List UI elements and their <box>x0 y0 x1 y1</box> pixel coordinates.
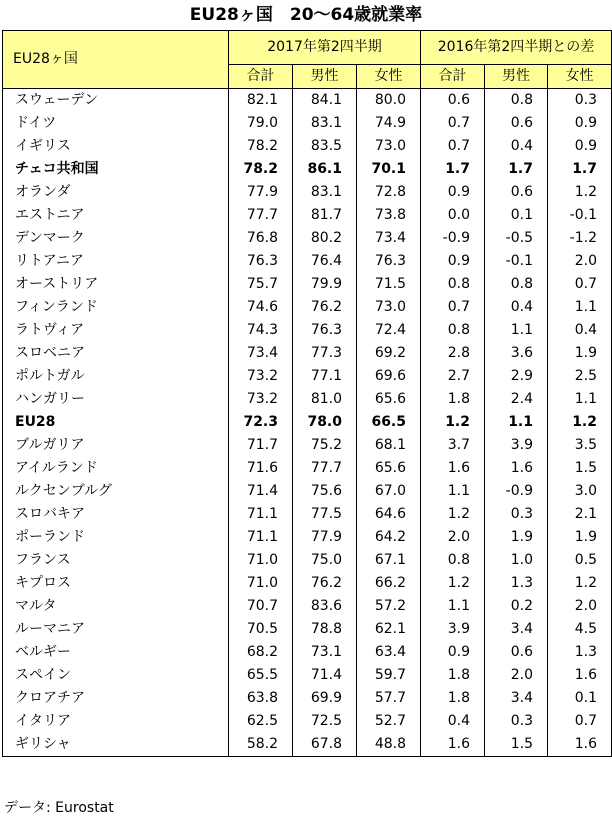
value-cell: 0.8 <box>421 319 485 342</box>
value-cell: 73.0 <box>357 135 421 158</box>
value-cell: 77.5 <box>293 503 357 526</box>
value-cell: 69.2 <box>357 342 421 365</box>
value-cell: 2.0 <box>485 664 548 687</box>
value-cell: 72.4 <box>357 319 421 342</box>
country-name-cell: フィンランド <box>3 296 229 319</box>
country-name-cell: ルクセンブルグ <box>3 480 229 503</box>
value-cell: 0.3 <box>548 89 612 113</box>
value-cell: 76.8 <box>229 227 293 250</box>
value-cell: 65.6 <box>357 457 421 480</box>
chart-title: EU28ヶ国 20～64歳就業率 <box>189 5 423 25</box>
value-cell: 0.4 <box>548 319 612 342</box>
value-cell: 70.7 <box>229 595 293 618</box>
value-cell: 1.2 <box>548 411 612 434</box>
table-row <box>3 480 612 503</box>
value-cell: 0.8 <box>421 549 485 572</box>
value-cell: 77.7 <box>293 457 357 480</box>
value-cell: 76.4 <box>293 250 357 273</box>
value-cell: 3.9 <box>485 434 548 457</box>
table-row <box>3 595 612 618</box>
value-cell: 0.1 <box>485 204 548 227</box>
value-cell: 0.4 <box>421 710 485 733</box>
country-name-cell: チェコ共和国 <box>3 158 229 181</box>
value-cell: 73.4 <box>357 227 421 250</box>
table-row <box>3 641 612 664</box>
value-cell: 3.6 <box>485 342 548 365</box>
value-cell: 2.0 <box>548 250 612 273</box>
value-cell: 73.1 <box>293 641 357 664</box>
country-name-cell: ハンガリー <box>3 388 229 411</box>
table-row <box>3 457 612 480</box>
value-cell: 0.8 <box>485 89 548 113</box>
value-cell: 71.4 <box>229 480 293 503</box>
value-cell: 76.3 <box>293 319 357 342</box>
table-row <box>3 227 612 250</box>
value-cell: 0.9 <box>548 135 612 158</box>
header-male-2017: 男性 <box>293 65 357 89</box>
value-cell: -0.9 <box>485 480 548 503</box>
table-row <box>3 503 612 526</box>
value-cell: 2.5 <box>548 365 612 388</box>
value-cell: 71.1 <box>229 526 293 549</box>
table-row <box>3 434 612 457</box>
value-cell: 0.4 <box>485 296 548 319</box>
value-cell: 1.1 <box>421 480 485 503</box>
header-female-2017: 女性 <box>357 65 421 89</box>
value-cell: 3.9 <box>421 618 485 641</box>
value-cell: 0.8 <box>485 273 548 296</box>
value-cell: -0.1 <box>548 204 612 227</box>
value-cell: 1.6 <box>421 733 485 757</box>
value-cell: 48.8 <box>357 733 421 757</box>
value-cell: 71.4 <box>293 664 357 687</box>
country-name-cell: クロアチア <box>3 687 229 710</box>
country-name-cell: ブルガリア <box>3 434 229 457</box>
value-cell: 65.6 <box>357 388 421 411</box>
value-cell: 74.3 <box>229 319 293 342</box>
table-row <box>3 549 612 572</box>
value-cell: 1.2 <box>421 411 485 434</box>
value-cell: 62.1 <box>357 618 421 641</box>
value-cell: 70.5 <box>229 618 293 641</box>
value-cell: 0.6 <box>485 112 548 135</box>
value-cell: 1.1 <box>421 595 485 618</box>
header-diff-2016q2: 2016年第2四半期との差 <box>421 31 612 65</box>
value-cell: 77.9 <box>229 181 293 204</box>
value-cell: 1.5 <box>485 733 548 757</box>
value-cell: 79.0 <box>229 112 293 135</box>
value-cell: 0.7 <box>421 135 485 158</box>
value-cell: 1.1 <box>548 388 612 411</box>
value-cell: 77.9 <box>293 526 357 549</box>
value-cell: 2.4 <box>485 388 548 411</box>
value-cell: 71.0 <box>229 572 293 595</box>
country-name-cell: ドイツ <box>3 112 229 135</box>
country-name-cell: オーストリア <box>3 273 229 296</box>
value-cell: 1.7 <box>485 158 548 181</box>
value-cell: 4.5 <box>548 618 612 641</box>
value-cell: 64.2 <box>357 526 421 549</box>
value-cell: 83.6 <box>293 595 357 618</box>
value-cell: 2.0 <box>548 595 612 618</box>
value-cell: 1.8 <box>421 664 485 687</box>
table-row <box>3 158 612 181</box>
value-cell: 0.9 <box>421 641 485 664</box>
value-cell: 83.1 <box>293 112 357 135</box>
value-cell: 72.3 <box>229 411 293 434</box>
value-cell: 1.2 <box>548 181 612 204</box>
value-cell: 1.7 <box>421 158 485 181</box>
value-cell: 83.1 <box>293 181 357 204</box>
table-row <box>3 342 612 365</box>
value-cell: 1.2 <box>548 572 612 595</box>
value-cell: 0.3 <box>485 710 548 733</box>
value-cell: 77.1 <box>293 365 357 388</box>
value-cell: 0.1 <box>548 687 612 710</box>
value-cell: 0.8 <box>421 273 485 296</box>
country-name-cell: スペイン <box>3 664 229 687</box>
country-name-cell: キプロス <box>3 572 229 595</box>
table-row <box>3 388 612 411</box>
value-cell: 80.0 <box>357 89 421 113</box>
country-name-cell: リトアニア <box>3 250 229 273</box>
table-row <box>3 710 612 733</box>
table-row <box>3 572 612 595</box>
value-cell: 81.0 <box>293 388 357 411</box>
value-cell: 62.5 <box>229 710 293 733</box>
country-name-cell: イタリア <box>3 710 229 733</box>
value-cell: 0.2 <box>485 595 548 618</box>
value-cell: 73.8 <box>357 204 421 227</box>
value-cell: 1.5 <box>548 457 612 480</box>
table-row <box>3 296 612 319</box>
table-row <box>3 319 612 342</box>
value-cell: 0.3 <box>485 503 548 526</box>
value-cell: 1.6 <box>421 457 485 480</box>
value-cell: 3.5 <box>548 434 612 457</box>
value-cell: -0.9 <box>421 227 485 250</box>
table-row <box>3 687 612 710</box>
value-cell: 68.2 <box>229 641 293 664</box>
country-name-cell: ベルギー <box>3 641 229 664</box>
value-cell: 77.3 <box>293 342 357 365</box>
country-name-cell: マルタ <box>3 595 229 618</box>
value-cell: 1.2 <box>421 503 485 526</box>
table-row <box>3 664 612 687</box>
value-cell: 1.8 <box>421 687 485 710</box>
value-cell: 73.4 <box>229 342 293 365</box>
value-cell: 1.1 <box>548 296 612 319</box>
value-cell: 74.6 <box>229 296 293 319</box>
country-name-cell: ギリシャ <box>3 733 229 757</box>
value-cell: 3.4 <box>485 687 548 710</box>
value-cell: 63.4 <box>357 641 421 664</box>
value-cell: 2.1 <box>548 503 612 526</box>
value-cell: 81.7 <box>293 204 357 227</box>
value-cell: 75.0 <box>293 549 357 572</box>
value-cell: 1.1 <box>485 411 548 434</box>
value-cell: -0.5 <box>485 227 548 250</box>
value-cell: 1.7 <box>548 158 612 181</box>
value-cell: 74.9 <box>357 112 421 135</box>
value-cell: 66.5 <box>357 411 421 434</box>
country-name-cell: ポルトガル <box>3 365 229 388</box>
country-name-cell: イギリス <box>3 135 229 158</box>
value-cell: 69.6 <box>357 365 421 388</box>
value-cell: 0.4 <box>485 135 548 158</box>
value-cell: 80.2 <box>293 227 357 250</box>
value-cell: 82.1 <box>229 89 293 113</box>
value-cell: 2.0 <box>421 526 485 549</box>
country-name-cell: ポーランド <box>3 526 229 549</box>
value-cell: 1.9 <box>548 526 612 549</box>
value-cell: 58.2 <box>229 733 293 757</box>
value-cell: 2.9 <box>485 365 548 388</box>
value-cell: 76.2 <box>293 296 357 319</box>
value-cell: 78.8 <box>293 618 357 641</box>
value-cell: 0.7 <box>421 112 485 135</box>
value-cell: 72.5 <box>293 710 357 733</box>
value-cell: 86.1 <box>293 158 357 181</box>
value-cell: 0.7 <box>421 296 485 319</box>
employment-rate-table <box>2 30 612 757</box>
value-cell: 75.2 <box>293 434 357 457</box>
value-cell: 71.0 <box>229 549 293 572</box>
value-cell: 75.6 <box>293 480 357 503</box>
country-name-cell: フランス <box>3 549 229 572</box>
country-name-cell: ルーマニア <box>3 618 229 641</box>
value-cell: 71.6 <box>229 457 293 480</box>
value-cell: 1.6 <box>548 664 612 687</box>
table-row <box>3 250 612 273</box>
value-cell: 52.7 <box>357 710 421 733</box>
country-name-cell: ラトヴィア <box>3 319 229 342</box>
value-cell: 2.7 <box>421 365 485 388</box>
table-row <box>3 365 612 388</box>
value-cell: 1.6 <box>548 733 612 757</box>
value-cell: 59.7 <box>357 664 421 687</box>
country-name-cell: デンマーク <box>3 227 229 250</box>
header-total-2017: 合計 <box>229 65 293 89</box>
value-cell: 84.1 <box>293 89 357 113</box>
country-name-cell: スロベニア <box>3 342 229 365</box>
table-row <box>3 273 612 296</box>
value-cell: 0.7 <box>548 273 612 296</box>
value-cell: 0.6 <box>485 181 548 204</box>
value-cell: 67.1 <box>357 549 421 572</box>
value-cell: 76.3 <box>357 250 421 273</box>
value-cell: 75.7 <box>229 273 293 296</box>
header-male-diff: 男性 <box>485 65 548 89</box>
value-cell: 78.2 <box>229 135 293 158</box>
header-2017q2: 2017年第2四半期 <box>229 31 421 65</box>
value-cell: 65.5 <box>229 664 293 687</box>
value-cell: 0.0 <box>421 204 485 227</box>
table-row <box>3 89 612 113</box>
value-cell: 2.8 <box>421 342 485 365</box>
country-name-cell: スロバキア <box>3 503 229 526</box>
table-row <box>3 135 612 158</box>
value-cell: 77.7 <box>229 204 293 227</box>
value-cell: 73.2 <box>229 388 293 411</box>
value-cell: 83.5 <box>293 135 357 158</box>
value-cell: 71.1 <box>229 503 293 526</box>
header-female-diff: 女性 <box>548 65 612 89</box>
value-cell: -0.1 <box>485 250 548 273</box>
value-cell: 0.6 <box>485 641 548 664</box>
value-cell: 71.7 <box>229 434 293 457</box>
value-cell: 73.0 <box>357 296 421 319</box>
value-cell: 57.2 <box>357 595 421 618</box>
value-cell: 63.8 <box>229 687 293 710</box>
value-cell: 3.7 <box>421 434 485 457</box>
value-cell: 1.9 <box>548 342 612 365</box>
country-name-cell: EU28 <box>3 411 229 434</box>
value-cell: 1.8 <box>421 388 485 411</box>
value-cell: 68.1 <box>357 434 421 457</box>
value-cell: 0.7 <box>548 710 612 733</box>
value-cell: 3.0 <box>548 480 612 503</box>
value-cell: 66.2 <box>357 572 421 595</box>
value-cell: 1.6 <box>485 457 548 480</box>
value-cell: 78.2 <box>229 158 293 181</box>
value-cell: 79.9 <box>293 273 357 296</box>
value-cell: 1.2 <box>421 572 485 595</box>
value-cell: 64.6 <box>357 503 421 526</box>
value-cell: 73.2 <box>229 365 293 388</box>
table-row <box>3 618 612 641</box>
value-cell: 0.5 <box>548 549 612 572</box>
country-name-cell: アイルランド <box>3 457 229 480</box>
source-note: データ: Eurostat <box>4 800 114 816</box>
country-name-cell: スウェーデン <box>3 89 229 113</box>
value-cell: 70.1 <box>357 158 421 181</box>
table-row <box>3 733 612 757</box>
header-country: EU28ヶ国 <box>3 31 229 89</box>
table-row <box>3 411 612 434</box>
table-row <box>3 181 612 204</box>
value-cell: -1.2 <box>548 227 612 250</box>
header-total-diff: 合計 <box>421 65 485 89</box>
value-cell: 1.9 <box>485 526 548 549</box>
value-cell: 76.3 <box>229 250 293 273</box>
value-cell: 72.8 <box>357 181 421 204</box>
value-cell: 0.6 <box>421 89 485 113</box>
table-row <box>3 112 612 135</box>
value-cell: 0.9 <box>548 112 612 135</box>
country-name-cell: オランダ <box>3 181 229 204</box>
value-cell: 0.9 <box>421 250 485 273</box>
table-row <box>3 526 612 549</box>
value-cell: 1.1 <box>485 319 548 342</box>
value-cell: 0.9 <box>421 181 485 204</box>
value-cell: 1.3 <box>548 641 612 664</box>
value-cell: 69.9 <box>293 687 357 710</box>
value-cell: 57.7 <box>357 687 421 710</box>
value-cell: 3.4 <box>485 618 548 641</box>
value-cell: 76.2 <box>293 572 357 595</box>
table-row <box>3 204 612 227</box>
table-body <box>3 89 612 757</box>
country-name-cell: エストニア <box>3 204 229 227</box>
value-cell: 1.3 <box>485 572 548 595</box>
value-cell: 1.0 <box>485 549 548 572</box>
value-cell: 67.0 <box>357 480 421 503</box>
value-cell: 67.8 <box>293 733 357 757</box>
value-cell: 71.5 <box>357 273 421 296</box>
value-cell: 78.0 <box>293 411 357 434</box>
